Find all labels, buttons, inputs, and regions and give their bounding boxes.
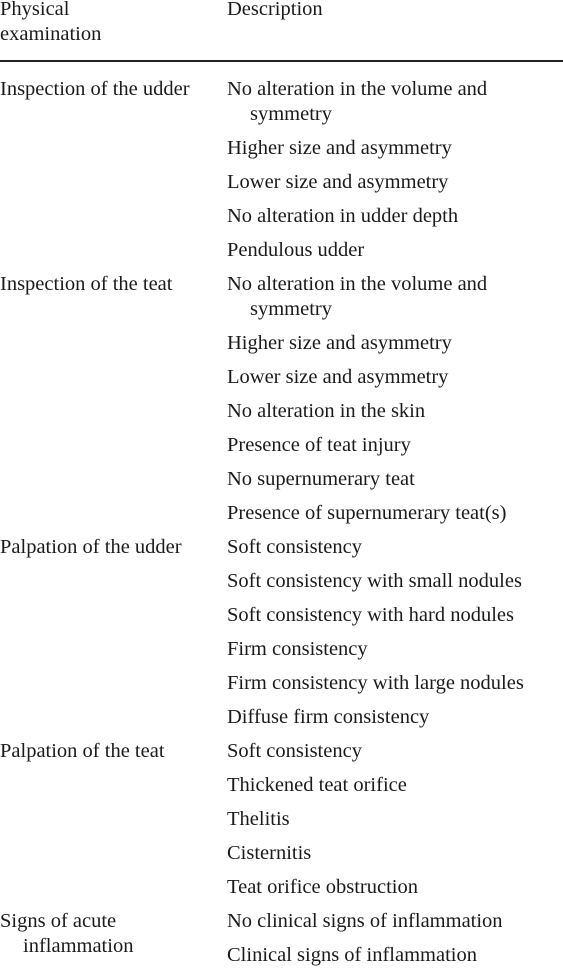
table-group xyxy=(0,739,563,909)
description-item: Firm consistency with large nodules xyxy=(227,672,524,694)
description-list xyxy=(227,272,563,535)
header-rule xyxy=(0,60,563,62)
description-item: Thickened teat orifice xyxy=(227,774,407,796)
description-item: Higher size and asymmetry xyxy=(227,137,452,159)
description-item: Thelitis xyxy=(227,808,290,830)
description-item: Presence of supernumerary teat(s) xyxy=(227,502,507,524)
header-col1-line1: Physical xyxy=(0,0,70,20)
description-item: Presence of teat injury xyxy=(227,434,411,456)
group-label: Inspection of the udder xyxy=(0,78,190,100)
description-item: No alteration in the volume and symmetry xyxy=(227,78,488,125)
table-group xyxy=(0,535,563,739)
group-label: Inspection of the teat xyxy=(0,273,173,295)
table-header xyxy=(0,0,563,51)
header-physical-examination xyxy=(0,0,200,47)
group-label-line2: inflammation xyxy=(23,935,134,957)
header-col1-line2: examination xyxy=(0,23,102,45)
description-item: No clinical signs of inflammation xyxy=(227,910,503,932)
description-list xyxy=(227,909,563,977)
group-label: Palpation of the teat xyxy=(0,740,165,762)
description-item: Soft consistency xyxy=(227,740,362,762)
description-item: Firm consistency xyxy=(227,638,368,660)
description-item: No alteration in the volume and symmetry xyxy=(227,273,488,320)
description-item: No supernumerary teat xyxy=(227,468,415,490)
description-item: Soft consistency with hard nodules xyxy=(227,604,514,626)
header-description: Description xyxy=(227,0,323,20)
description-item: Clinical signs of inflammation xyxy=(227,944,477,966)
description-item: Diffuse firm consistency xyxy=(227,706,430,728)
group-label-line1: Signs of acute xyxy=(0,910,117,932)
description-item: No alteration in the skin xyxy=(227,400,426,422)
description-item: Lower size and asymmetry xyxy=(227,171,449,193)
table-group xyxy=(0,909,563,977)
description-list xyxy=(227,77,563,272)
description-item: Higher size and asymmetry xyxy=(227,332,452,354)
table-body xyxy=(0,77,563,977)
description-item: Pendulous udder xyxy=(227,239,365,261)
table-group xyxy=(0,77,563,272)
description-list xyxy=(227,535,563,739)
description-item: Lower size and asymmetry xyxy=(227,366,449,388)
description-item: Cisternitis xyxy=(227,842,312,864)
group-label: Palpation of the udder xyxy=(0,536,182,558)
description-item: No alteration in udder depth xyxy=(227,205,459,227)
description-item: Teat orifice obstruction xyxy=(227,876,418,898)
table-group xyxy=(0,272,563,535)
description-item: Soft consistency with small nodules xyxy=(227,570,522,592)
group-label xyxy=(0,909,222,959)
description-item: Soft consistency xyxy=(227,536,362,558)
description-list xyxy=(227,739,563,909)
